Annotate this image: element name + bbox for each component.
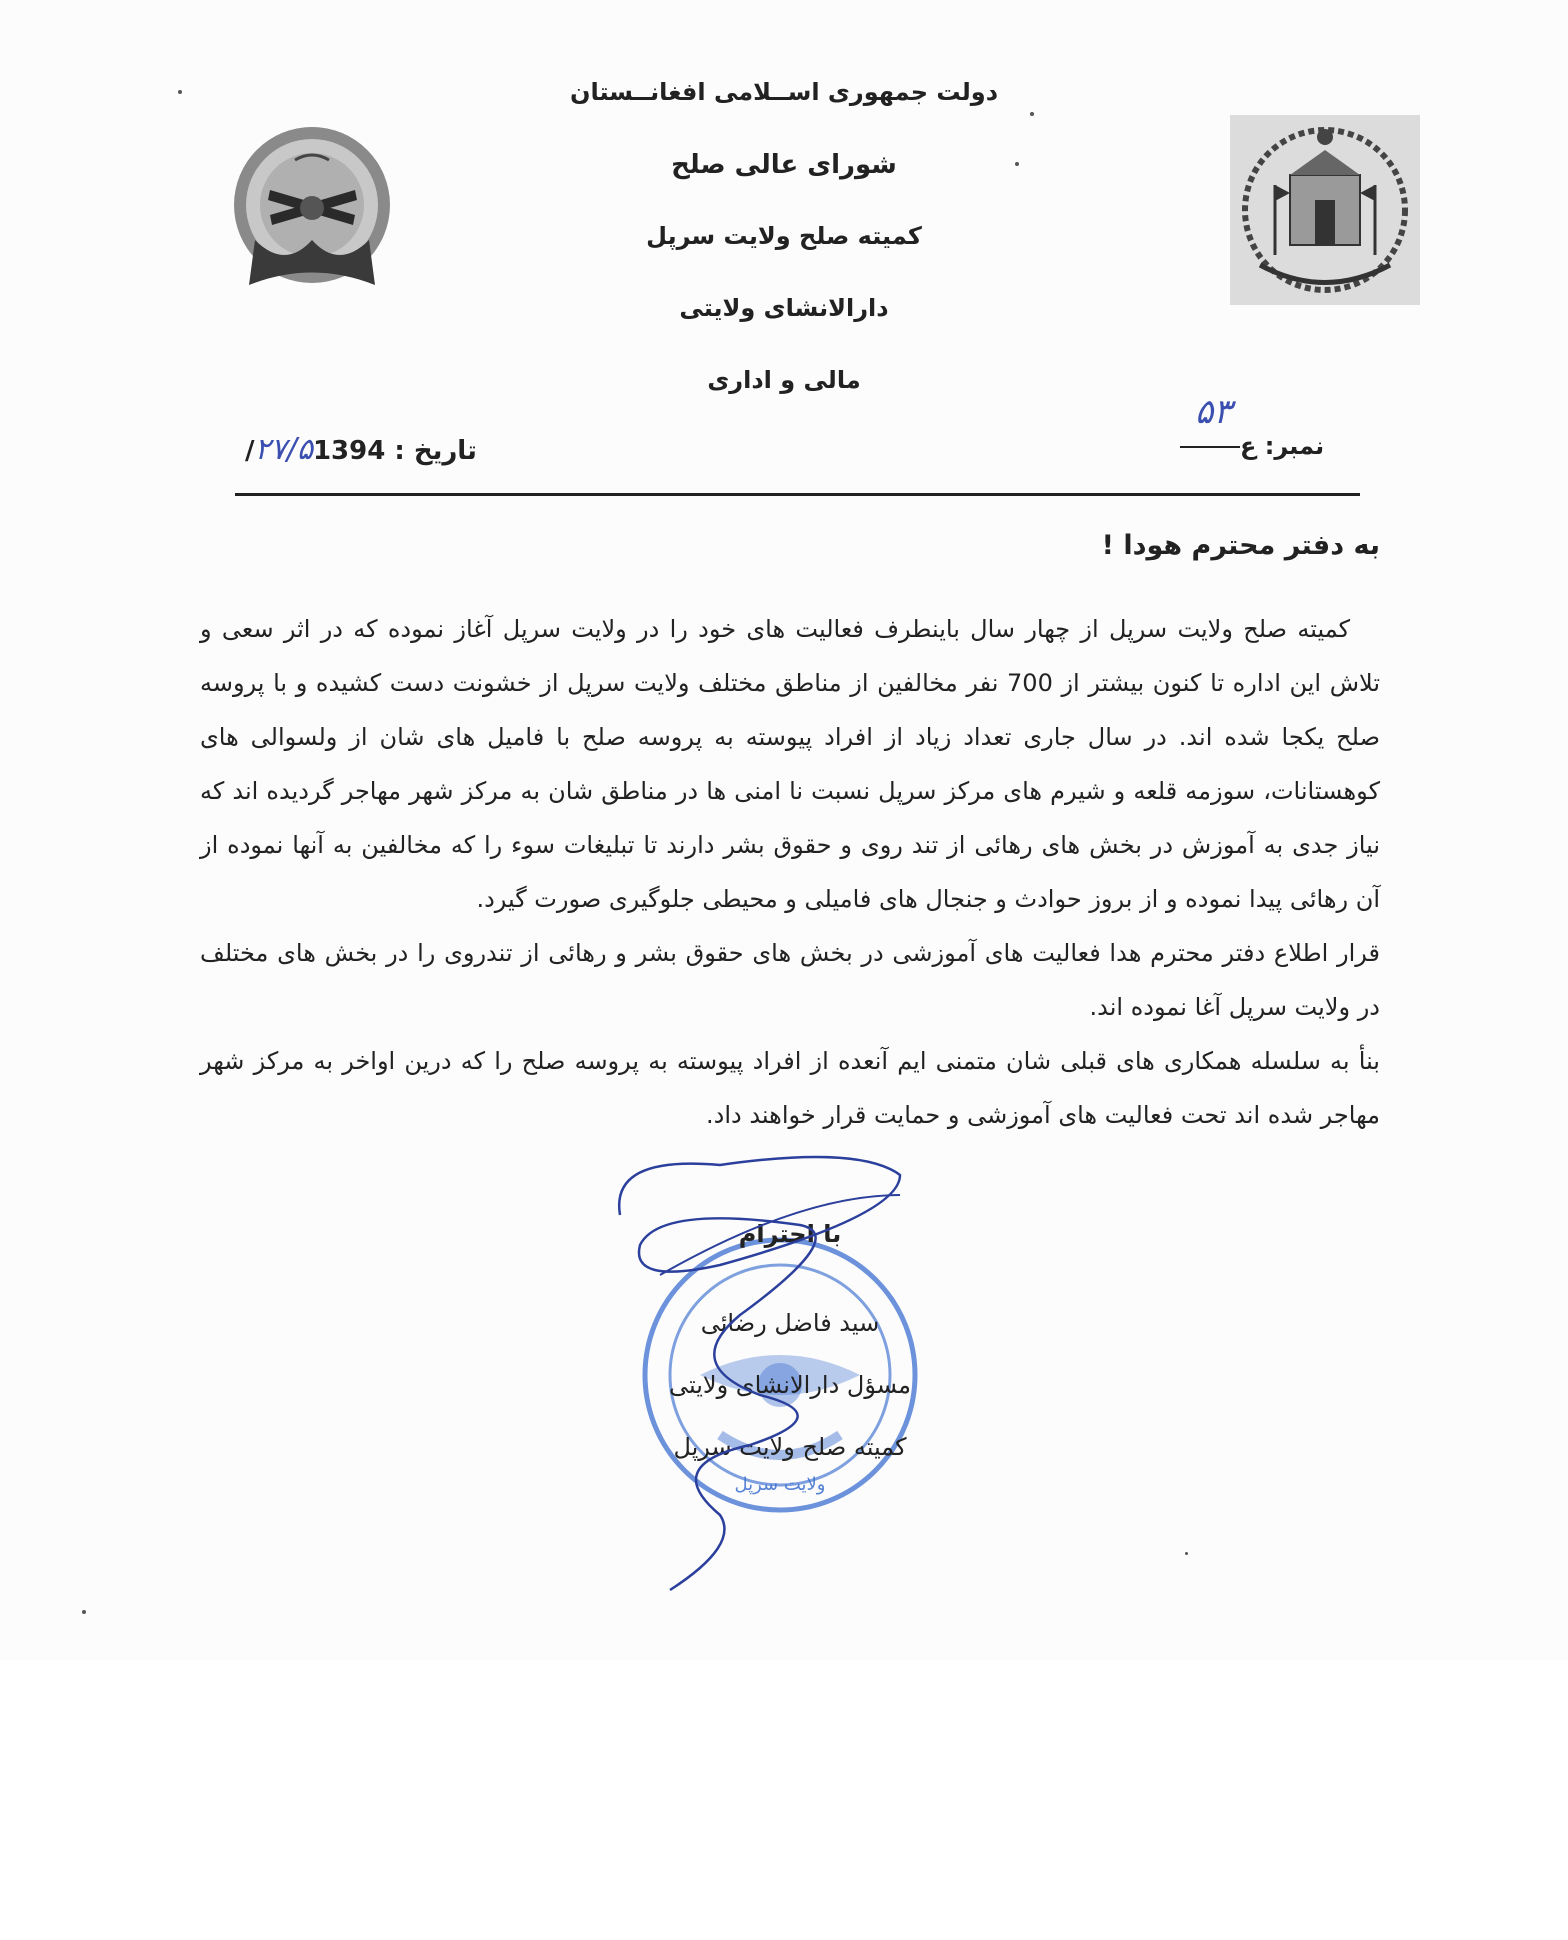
header-secretariat: دارالانشای ولایتی [679,294,889,322]
afghanistan-emblem-icon [1230,115,1420,305]
header-council: شورای عالی صلح [671,150,897,180]
header-government: دولت جمهوری اســلامی افغانــستان [569,78,999,106]
signer-name: سید فاضل رضائی [700,1309,880,1337]
signoff-block [600,1220,980,1478]
number-handwritten: ۵۳ [1195,392,1232,432]
header-divider [235,493,1360,496]
stamp-text: ولایت سرپل [734,1474,826,1495]
number-underline [1180,446,1240,448]
paragraph-1: کمیته صلح ولایت سرپل از چهار سال باینطرف فعالیت های خود را در ولایت سرپل آغاز نموده که در اثر سعی و تلاش این اداره تا کنون بیشتر از 700 نفر مخالفین از مناطق مختلف ولایت سرپل از خشونت دست کشیده و با پروسه صلح یکجا شده اند. در سال جاری تعداد زیاد از افراد پیوسته به پروسه صلح با فامیل های شان از ولسوالی های کوهستانات، سوزمه قلعه و شیرم های مرکز سرپل نسبت نا امنی ها در مناطق شان به مرکز شهر مهاجر گردیده اند که نیاز جدی به آموزش در بخش های رهائی از تند روی و حقوق بشر دارند تا تبلیغات سوء را که مخالفین به آنها نموده از آن رهائی پیدا نموده و از بروز حوادث و جنجال های فامیلی و محیطی جلوگیری صورت گیرد. [200,615,1381,913]
peace-council-emblem-icon [225,120,400,295]
salutation: به دفتر محترم هودا ! [1101,530,1380,561]
date-handwritten: ۲۷/۵ [254,432,313,467]
signer-org: کمیته صلح ولایت سرپل [673,1433,907,1461]
date-field [245,432,477,467]
header-department: مالی و اداری [707,366,861,394]
scan-speck [82,1610,86,1614]
date-label: تاریخ : [394,436,477,466]
number-field [1180,392,1325,460]
regards-text: با احترام [738,1220,842,1248]
letter-body [200,602,1380,1142]
scan-speck [1185,1552,1188,1555]
paragraph-3: بنأ به سلسله همکاری های قبلی شان متمنی ایم آنعده از افراد پیوسته به پروسه صلح را که درین اواخر به مرکز شهر مهاجر شده اند تحت فعالیت های آموزشی و حمایت قرار خواهند داد. [200,1047,1380,1129]
scan-speck [1030,112,1034,116]
number-label: نمبر: ع [1240,432,1325,460]
paragraph-2: قرار اطلاع دفتر محترم هدا فعالیت های آموزشی در بخش های حقوق بشر و رهائی از تندروی را در بخش های مختلف در ولایت سرپل آغا نموده اند. [200,939,1380,1021]
date-year: 1394/ [245,436,386,466]
scan-speck [178,90,182,94]
scan-speck [1015,162,1019,166]
header-committee: کمیته صلح ولایت سرپل [646,222,922,250]
signer-title: مسؤل دارالانشای ولایتی [668,1371,912,1399]
